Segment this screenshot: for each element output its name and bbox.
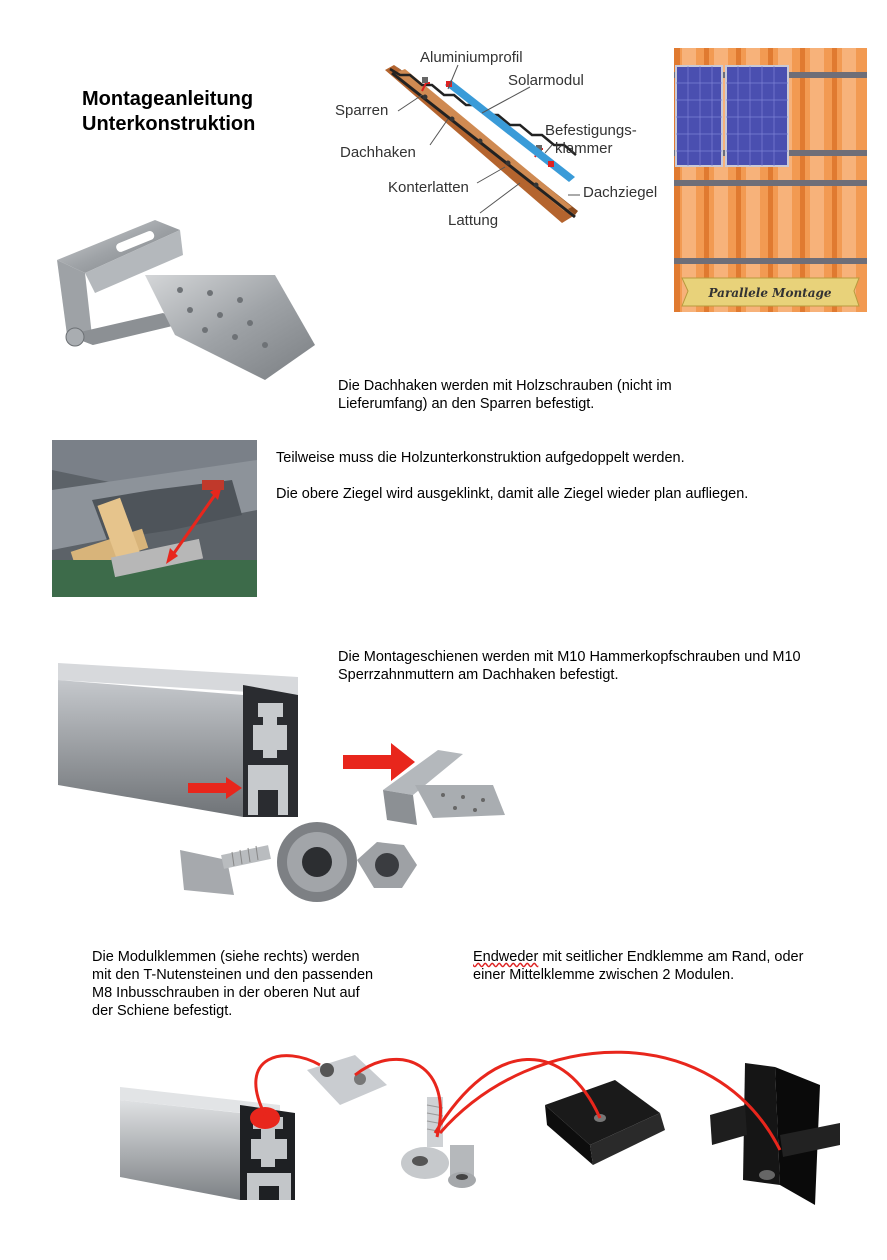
clamp-description: Die Modulklemmen (siehe rechts) werden mit den T-Nutensteinen und den passenden M8 Inbusschrauben in der oberen Nut auf der Schiene befestigt. xyxy=(92,949,374,1019)
label-dachziegel: Dachziegel xyxy=(583,184,658,201)
label-konterlatten: Konterlatten xyxy=(388,179,469,196)
end-clamp-description: Endweder mit seitlicher Endklemme am Rand, oder einer Mittelklemme zwischen 2 Modulen. xyxy=(473,949,804,983)
label-lattung: Lattung xyxy=(448,212,499,229)
label-aluminiumprofil: Aluminiumprofil xyxy=(420,49,523,66)
label-befestigung1: Befestigungs- xyxy=(545,122,637,139)
wood-description: Teilweise muss die Holzunterkonstruktion aufgedoppelt werden. Die obere Ziegel wird ausgeklinkt, damit alle Ziegel wieder plan aufliegen. xyxy=(276,450,749,502)
hammerhead-bolt-and-nuts xyxy=(172,820,422,915)
banner-label: Parallele Montage xyxy=(708,286,832,300)
mounting-rail-image xyxy=(58,655,308,820)
label-dachhaken: Dachhaken xyxy=(340,144,416,161)
label-sparren: Sparren xyxy=(335,102,389,119)
hook-description: Die Dachhaken werden mit Holzschrauben (nicht im Lieferumfang) an den Sparren befestigt. xyxy=(338,378,672,412)
label-befestigung2: klammer xyxy=(555,140,613,157)
spellcheck-word: Endweder xyxy=(473,949,539,965)
rail-hook-arrow xyxy=(343,740,505,825)
roof-hook-image xyxy=(45,215,320,390)
roof-diagram xyxy=(330,45,670,235)
rail-description: Die Montageschienen werden mit M10 Hammerkopfschrauben und M10 Sperrzahnmuttern am Dachhaken befestigt. xyxy=(338,649,801,683)
label-solarmodul: Solarmodul xyxy=(508,72,584,89)
roof-parallel-photo xyxy=(674,48,867,312)
module-clamp-assembly xyxy=(115,1045,845,1220)
page-title: Montageanleitung Unterkonstruktion xyxy=(82,88,256,135)
wood-substructure-photo xyxy=(52,440,257,597)
